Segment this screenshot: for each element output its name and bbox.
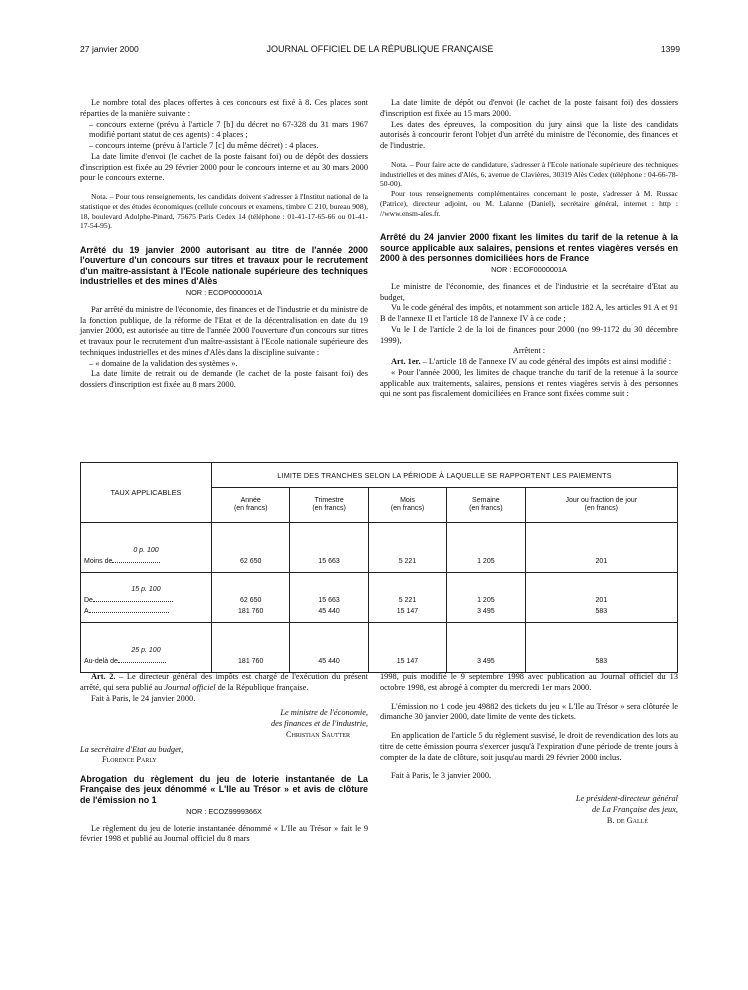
arrete-title: Arrêté du 19 janvier 2000 autorisant au titre de l'année 2000 l'ouverture d'un concours sur titres et travaux pour le recrutement d'un maître-assistant à l'Ecole nationale supérieure des techniques industrielles et des mines d'Alès xyxy=(80,245,368,286)
arrete-title: Arrêté du 24 janvier 2000 fixant les limites du tarif de la retenue à la source applicable aux salaires, pensions et rentes viagères versés en 2000 à des personnes domiciliées hors de France xyxy=(380,232,678,263)
left-column-bottom xyxy=(80,672,368,845)
fait-line: Fait à Paris, le 3 janvier 2000. xyxy=(391,771,492,781)
signature-name: B. de Gallé xyxy=(606,815,648,825)
right-column-bottom xyxy=(380,672,678,826)
paragraph: 1998, puis modifié le 9 septembre 1998 avec publication au Journal officiel du 13 octobre 1998, est abrogé à compter du mercredi 1er mars 2000. xyxy=(380,672,678,692)
abrogation-title: Abrogation du règlement du jeu de loterie instantanée de La Française des jeux dénommé « L'Ile au Trésor » et avis de clôture de l'émission no 1 xyxy=(80,774,368,805)
nota-note: Nota. – Pour tous renseignements, les candidats doivent s'adresser à l'Institut national de la statistique et des études économiques (cellule concours et examens, timbre C 210, bureau 908), 18, boulevard Adolphe-Pinard, 75675 Paris Cedex 14 (téléphone : 01-41-17-65-66 ou 01-41-17-54-95). xyxy=(80,192,368,231)
table-cell: 181 760 xyxy=(212,623,290,673)
list-item: – « domaine de la validation des systèmes ». xyxy=(89,358,238,368)
paragraph: L'émission no 1 code jeu 49882 des tickets du jeu « L'Ile au Trésor » sera clôturée le dimanche 30 janvier 2000, date limite de vente des tickets. xyxy=(380,701,678,722)
table-cell: 583 xyxy=(525,623,677,673)
table-cell: 5 221 15 147 xyxy=(368,573,446,623)
paragraph: La date limite de dépôt ou d'envoi (le cachet de la poste faisant foi) des dossiers d'inscription est fixée au 15 mars 2000. xyxy=(380,98,678,118)
table-cell: 15 663 45 440 xyxy=(290,573,368,623)
arretent-label: Arrêtent : xyxy=(512,346,546,356)
table-row xyxy=(81,523,678,573)
signature-title: Le président-directeur général xyxy=(575,794,678,803)
nor-reference: NOR : ECOP0000001A xyxy=(185,288,263,298)
table-cell: 201 583 xyxy=(525,573,677,623)
table-cell: 62 650 181 760 xyxy=(212,573,290,623)
paragraph: La date limite de retrait ou de demande (le cachet de la poste faisant foi) des dossiers d'inscription est fixée au 8 mars 2000. xyxy=(80,369,368,390)
table-cell: 5 221 xyxy=(368,523,446,573)
table-row xyxy=(81,623,678,673)
paragraph: Les dates des épreuves, la composition du jury ainsi que la liste des candidats autorisés à concourir feront l'objet d'un arrêté du ministre de l'économie, des finances et de l'industrie. xyxy=(380,119,678,150)
paragraph: Le nombre total des places offertes à ces concours est fixé à 8. Ces places sont réparties de la manière suivante : xyxy=(80,98,368,118)
signature-title: des finances et de l'industrie, xyxy=(270,719,368,728)
fait-line: Fait à Paris, le 24 janvier 2000. xyxy=(91,693,196,703)
column-header: Mois (en francs) xyxy=(368,488,446,523)
signature-title: Le ministre de l'économie, xyxy=(280,708,368,718)
list-item: – concours interne (prévu à l'article 7 [c] du même décret) : 4 places. xyxy=(89,141,319,150)
paragraph: Le règlement du jeu de loterie instantanée dénommé « L'Ile au Trésor » fait le 9 février 1998 et publié au Journal officiel du 8 mars xyxy=(80,823,368,844)
paragraph: En application de l'article 5 du règlement susvisé, le droit de revendication des lots au titre de cette émission pourra s'exercer jusqu'à l'expiration d'une période de trente jours à compter de la date de clôture, soit jusqu'au mardi 29 février 2000 inclus. xyxy=(380,731,678,762)
article-1 xyxy=(380,357,678,368)
column-header: Trimestre (en francs) xyxy=(290,488,368,523)
paragraph: Vu le I de l'article 2 de la loi de finances pour 2000 (no 99-1172 du 30 décembre 1999), xyxy=(380,324,678,345)
table-cell: 45 440 xyxy=(290,623,368,673)
article-2: Art. 2. – Le directeur général des impôts est chargé de l'exécution du présent arrêté, qui sera publié au Journal officiel de la République française. xyxy=(80,672,369,692)
header-title: JOURNAL OFFICIEL DE LA RÉPUBLIQUE FRANÇAISE xyxy=(266,44,494,54)
article-text: – L'article 18 de l'annexe IV au code général des impôts est ainsi modifié : xyxy=(422,357,672,367)
signature-title: La secrétaire d'Etat au budget, xyxy=(80,744,184,754)
nor-reference: NOR : ECOF0000001A xyxy=(491,265,567,275)
column-header: Semaine (en francs) xyxy=(447,488,525,523)
column-header: Année (en francs) xyxy=(212,488,290,523)
running-header xyxy=(80,44,680,58)
table-cell: 62 650 xyxy=(212,523,290,573)
table-cell: 1 205 3 495 xyxy=(447,573,525,623)
paragraph: Par arrêté du ministre de l'économie, des finances et de l'industrie et du ministre de la fonction publique, de la réforme de l'Etat et de la décentralisation en date du 19 janvier 2000, est autorisée au titre de l'année 2000 l'ouverture d'un concours sur titres et travaux pour le recrutement d'un maître-assistant à l'Ecole nationale supérieure des techniques industrielles et des mines d'Alès dans la discipline suivante : xyxy=(80,304,368,357)
column-header: Jour ou fraction de jour (en francs) xyxy=(525,488,677,523)
signature-title: de La Française des jeux, xyxy=(592,804,678,814)
table-cell: 15 147 xyxy=(368,623,446,673)
paragraph: Le ministre de l'économie, des finances et de l'industrie et la secrétaire d'Etat au budget, xyxy=(380,281,678,302)
table-cell: 201 xyxy=(525,523,677,573)
rate-cell: 0 p. 100 Moins de xyxy=(81,523,212,573)
signature-name: Florence Parly xyxy=(102,755,157,765)
article-label: Art. 2. xyxy=(91,672,116,681)
paragraph: Vu le code général des impôts, et notamment son article 182 A, les articles 91 A et 91 B de l'annexe II et l'article 18 de l'annexe IV à ce code ; xyxy=(380,303,678,324)
article-label: Art. 1er. xyxy=(391,357,421,367)
tax-brackets-table xyxy=(80,462,678,673)
rate-cell: 25 p. 100 Au-delà de xyxy=(81,623,212,673)
table-row xyxy=(81,573,678,623)
list-item: – concours externe (prévu à l'article 7 [b] du décret no 67-328 du 31 mars 1967 modifié portant statut de ces agents) : 4 places ; xyxy=(89,119,368,140)
table-cell: 15 663 xyxy=(290,523,368,573)
left-column-top xyxy=(80,98,368,391)
rate-cell: 15 p. 100 De A xyxy=(81,573,212,623)
nor-reference: NOR : ECOZ9999366X xyxy=(186,806,262,816)
header-date: 27 janvier 2000 xyxy=(80,44,139,54)
table-cell: 3 495 xyxy=(447,623,525,673)
taux-header: TAUX APPLICABLES xyxy=(81,463,212,523)
right-column-top xyxy=(380,98,678,400)
paragraph: La date limite d'envoi (le cachet de la poste faisant foi) ou de dépôt des dossiers d'inscription est fixée au 29 février 2000 pour le concours interne et au 30 mars 2000 pour le concours externe. xyxy=(80,151,368,183)
table-cell: 1 205 xyxy=(447,523,525,573)
page-number: 1399 xyxy=(660,44,680,54)
signature-name: Christian Sautter xyxy=(286,729,350,739)
nota-note: Pour tous renseignements complémentaires concernant le poste, s'adresser à M. Russac (Patrice), directeur adjoint, ou M. Lalanne (Daniel), secrétaire général, internet : http : //www.ensm-ales.fr. xyxy=(380,189,678,218)
paragraph: « Pour l'année 2000, les limites de chaque tranche du tarif de la retenue à la source applicable aux traitements, salaires, pensions et rentes viagères servis à des personnes qui ne sont pas fiscalement domiciliées en France sont fixées comme suit : xyxy=(380,367,678,399)
group-header: LIMITE DES TRANCHES SELON LA PÉRIODE À LAQUELLE SE RAPPORTENT LES PAIEMENTS xyxy=(212,463,678,488)
nota-note: Nota. – Pour faire acte de candidature, s'adresser à l'Ecole nationale supérieure des techniques industrielles et des mines d'Alès, 6, avenue de Clavières, 30319 Alès Cedex (téléphone : 04-66-78-50-00). xyxy=(380,159,678,189)
